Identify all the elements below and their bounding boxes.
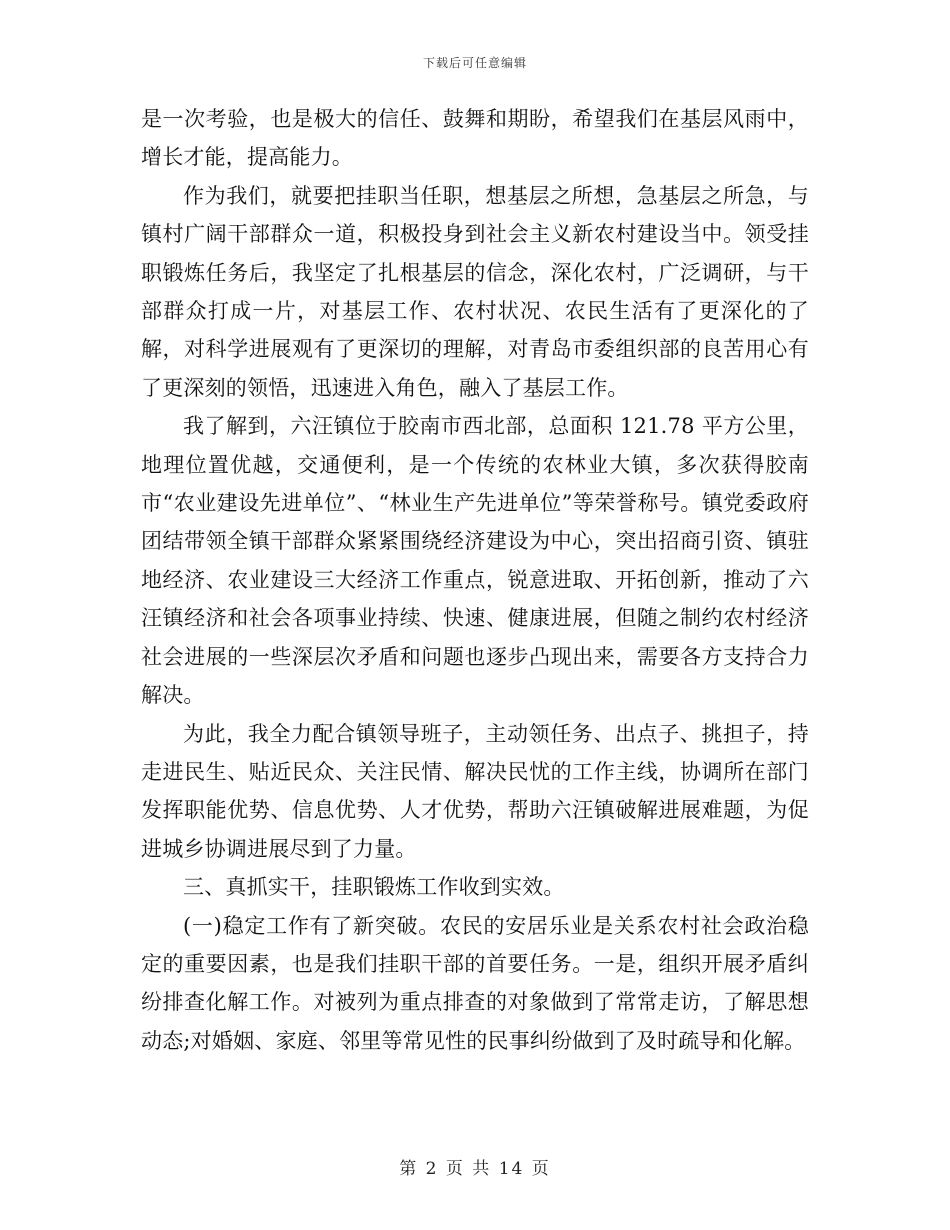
paragraph: (一)稳定工作有了新突破。农民的安居乐业是关系农村社会政治稳定的重要因素，也是我们挂职干部的首要任务。一是，组织开展矛盾纠纷排查化解工作。对被列为重点排查的对象做到了常常走访，了解思想动态;对婚姻、家庭、邻里等常见性的民事纠纷做到了及时疏导和化解。 — [141, 913, 809, 1053]
document-body — [141, 100, 809, 1060]
page-number: 第 2 页 共 14 页 — [399, 1159, 551, 1179]
paragraph: 我了解到，六汪镇位于胶南市西北部，总面积 121.78 平方公里，地理位置优越，交通便利，是一个传统的农林业大镇，多次获得胶南市“农业建设先进单位”、“林业生产先进单位”等荣誉称号。镇党委政府团结带领全镇干部群众紧紧围绕经济建设为中心，突出招商引资、镇驻地经济、农业建设三大经济工作重点，锐意进取、开拓创新，推动了六汪镇经济和社会各项事业持续、快速、健康进展，但随之制约农村经济社会进展的一些深层次矛盾和问题也逐步凸现出来，需要各方支持合力解决。 — [141, 414, 809, 708]
paragraph: 作为我们，就要把挂职当任职，想基层之所想，急基层之所急，与镇村广阔干部群众一道，积极投身到社会主义新农村建设当中。领受挂职锻炼任务后，我坚定了扎根基层的信念，深化农村，广泛调研，与干部群众打成一片，对基层工作、农村状况、农民生活有了更深化的了解，对科学进展观有了更深切的理解，对青岛市委组织部的良苦用心有了更深刻的领悟，迅速进入角色，融入了基层工作。 — [141, 183, 809, 400]
page-header: 下载后可任意编辑 — [422, 56, 527, 70]
section-heading: 三、真抓实干，挂职锻炼工作收到实效。 — [183, 875, 565, 900]
paragraph-continuation: 是一次考验，也是极大的信任、鼓舞和期盼，希望我们在基层风雨中，增长才能，提高能力。 — [141, 107, 809, 170]
paragraph: 为此，我全力配合镇领导班子，主动领任务、出点子、挑担子，持走进民生、贴近民众、关注民情、解决民忧的工作主线，协调所在部门发挥职能优势、信息优势、人才优势，帮助六汪镇破解进展难题，为促进城乡协调进展尽到了力量。 — [141, 721, 809, 861]
